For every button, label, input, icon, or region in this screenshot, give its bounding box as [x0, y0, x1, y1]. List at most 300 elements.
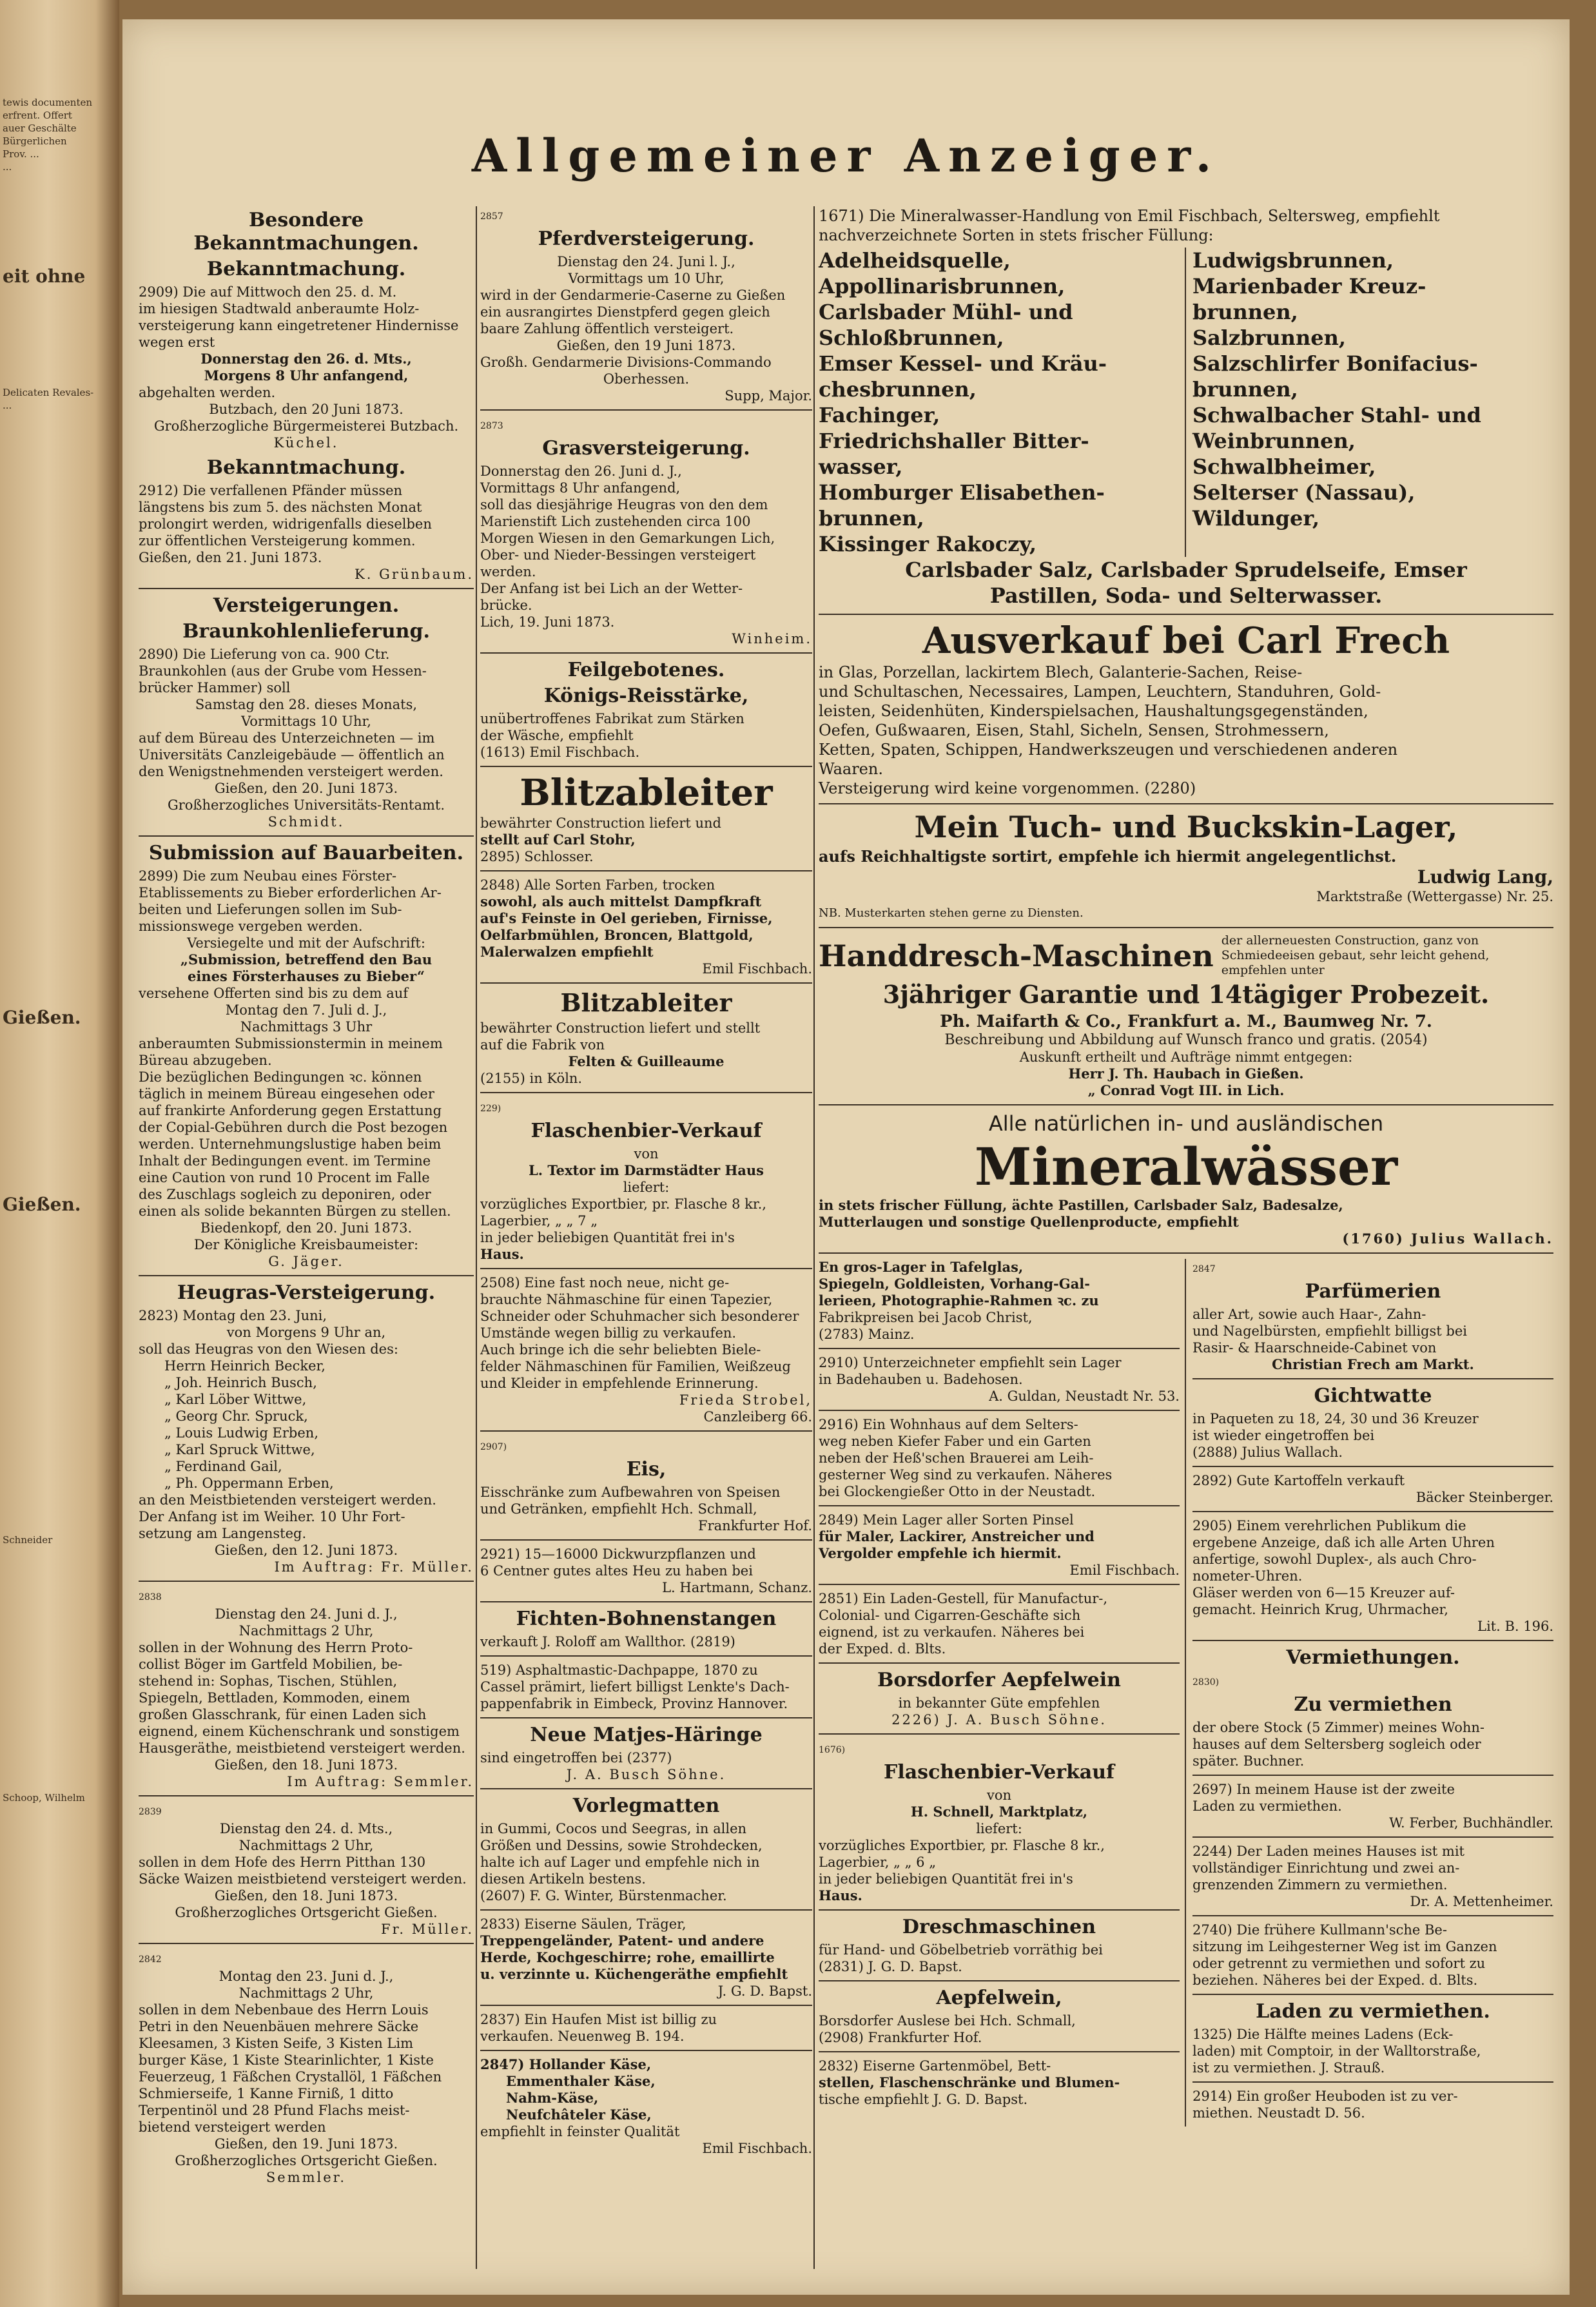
divider — [819, 803, 1553, 804]
ad-2847 — [1192, 1259, 1553, 1373]
ad-subtitle: 3jähriger Garantie und 14tägiger Probezeit. — [882, 980, 1490, 1009]
divider — [480, 1539, 812, 1541]
ad-signature: Im Auftrag: Semmler. — [287, 1774, 474, 1789]
ad-line: Nachmittags 3 Uhr — [240, 1019, 373, 1035]
section-heading: Feilgebotenes. — [567, 659, 725, 681]
ad-line: Eisschränke zum Aufbewahren von Speisen — [480, 1484, 781, 1500]
ad-line: eines Försterhauses zu Bieber“ — [188, 968, 425, 984]
ad-line: Butzbach, den 20 Juni 1873. — [209, 402, 404, 417]
ad-title: Flaschenbier-Verkauf — [884, 1761, 1114, 1784]
ad-line: beiten und Lieferungen sollen im Sub- — [139, 902, 402, 917]
spine-text: Gießen. — [3, 1007, 81, 1028]
ad-2783 — [819, 1259, 1180, 1343]
spine-text: ... — [3, 161, 12, 173]
mineral-item: Salzschlirfer Bonifacius- — [1192, 351, 1478, 376]
ad-line: stellt auf Carl Stohr, — [480, 832, 636, 848]
ad-line: von — [634, 1146, 659, 1162]
ad-signature: K. Grünbaum. — [355, 567, 474, 582]
ad-line: Waaren. — [819, 760, 883, 778]
divider — [480, 982, 812, 984]
ad-line: Kleesamen, 3 Kisten Seife, 3 Kisten Lim — [139, 2036, 413, 2051]
divider — [480, 1909, 812, 1911]
ad-line: Vormittags 8 Uhr anfangend, — [480, 480, 681, 496]
ad-2892 — [1192, 1472, 1553, 1506]
ad-2819 — [480, 1608, 812, 1650]
ad-2244 — [1192, 1843, 1553, 1910]
ad-line: Gläser werden von 6—15 Kreuzer auf- — [1192, 1585, 1455, 1601]
mineral-item: Kissinger Rakoczy, — [819, 532, 1037, 556]
ad-title: Mineralwässer — [974, 1136, 1398, 1197]
ad-line: Büreau abzugeben. — [139, 1053, 272, 1068]
ad-line: 2823) Montag den 23. Juni, — [139, 1308, 327, 1323]
ad-line: in jeder beliebigen Quantität frei in's — [480, 1230, 735, 1245]
ad-title: Aepfelwein, — [936, 1987, 1062, 2009]
ad-line: Cassel prämirt, liefert billigst Lenkte's Dach- — [480, 1679, 790, 1695]
column-2 — [480, 206, 812, 2162]
mineral-item: Selterser (Nassau), — [1192, 480, 1416, 505]
ad-2839 — [139, 1802, 474, 1938]
ad-line: miethen. Neustadt D. 56. — [1192, 2105, 1365, 2121]
ad-line: 2848) Alle Sorten Farben, trocken — [480, 877, 715, 893]
ad-signature: Frieda Strobel, — [679, 1392, 812, 1408]
ad-line: Vormittags 10 Uhr, — [241, 714, 371, 729]
ad-line: gesterner Weg sind zu verkaufen. Näheres — [819, 1467, 1113, 1483]
ad-line: 2833) Eiserne Säulen, Träger, — [480, 1916, 686, 1932]
ad-line: sind eingetroffen bei (2377) — [480, 1750, 672, 1766]
ad-line: unübertroffenes Fabrikat zum Stärken — [480, 711, 744, 726]
ad-line: der Copial-Gebühren durch die Post bezogen — [139, 1120, 448, 1135]
ad-line: empfiehlt in feinster Qualität — [480, 2124, 680, 2139]
column-divider — [476, 206, 477, 2269]
ad-title: Pferdversteigerung. — [538, 228, 755, 250]
ad-line: bewährter Construction liefert und stellt — [480, 1020, 761, 1036]
ad-line: Gießen, den 20. Juni 1873. — [214, 781, 398, 796]
ad-2697 — [1192, 1781, 1553, 1831]
ad-line: 2697) In meinem Hause ist der zweite — [1192, 1782, 1455, 1797]
ad-line: 2914) Ein großer Heuboden ist zu ver- — [1192, 2088, 1458, 2104]
ad-line: großen Glasschrank, für einen Laden sich — [139, 1707, 427, 1722]
ad-line: (2783) Mainz. — [819, 1327, 915, 1342]
ad-number: 229) — [480, 1104, 501, 1114]
ad-line: Oberhessen. — [603, 371, 690, 387]
ad-line: halte ich auf Lager und empfehle nich in — [480, 1854, 760, 1870]
ad-number: 1676) — [819, 1745, 846, 1755]
section-heading: Versteigerungen. — [213, 594, 400, 617]
ad-1671 — [819, 206, 1553, 608]
ad-line: später. Buchner. — [1192, 1753, 1305, 1769]
ad-signature: Emil Fischbach. — [1069, 1562, 1180, 1578]
ad-line: Petri in den Neuenbäuen mehrere Säcke — [139, 2019, 419, 2034]
ad-line: auf die Fabrik von — [480, 1037, 605, 1053]
ad-line: neben der Heß'schen Brauerei am Leih- — [819, 1450, 1094, 1466]
ad-line: 2916) Ein Wohnhaus auf dem Selters- — [819, 1417, 1078, 1432]
ad-number: 2907) — [480, 1442, 507, 1452]
divider — [1192, 1915, 1553, 1916]
ad-line: Borsdorfer Auslese bei Hch. Schmall, — [819, 2013, 1076, 2029]
ad-line: abgehalten werden. — [139, 385, 276, 400]
ad-title: Ausverkauf bei Carl Frech — [922, 619, 1450, 662]
ad-line: 2905) Einem verehrlichen Publikum die — [1192, 1518, 1466, 1533]
spine-text: Schoop, Wilhelm — [3, 1792, 85, 1804]
ad-title: Dreschmaschinen — [902, 1916, 1096, 1938]
ad-line: Samstag den 28. dieses Monats, — [195, 697, 418, 712]
mineral-item: Fachinger, — [819, 403, 940, 427]
ad-line: Gießen, den 18. Juni 1873. — [214, 1888, 398, 1903]
ad-line: von — [986, 1787, 1012, 1803]
ad-title: Bekanntmachung. — [206, 456, 406, 479]
ad-signature: Semmler. — [266, 2170, 347, 2185]
ad-line: collist Böger im Gartfeld Mobilien, be- — [139, 1657, 403, 1672]
ad-line: in jeder beliebigen Quantität frei in's — [819, 1871, 1073, 1887]
ad-signature: 2226) J. A. Busch Söhne. — [891, 1712, 1107, 1728]
ad-line: Herr J. Th. Haubach in Gießen. — [1068, 1066, 1304, 1082]
ad-signature: Emil Fischbach. — [702, 961, 812, 977]
mineral-item: Salzbrunnen, — [1192, 326, 1346, 350]
ad-line: Großherzogliches Universitäts-Rentamt. — [167, 797, 445, 813]
ad-519 — [480, 1662, 812, 1712]
column-3-split — [819, 1259, 1553, 2127]
ad-signature: W. Ferber, Buchhändler. — [1389, 1815, 1553, 1831]
ad-line: pappenfabrik in Eimbeck, Provinz Hannover. — [480, 1696, 788, 1711]
ad-title: Zu vermiethen — [1294, 1693, 1452, 1716]
ad-line: versehene Offerten sind bis zu dem auf — [139, 986, 409, 1001]
ad-line: Alle natürlichen in- und ausländischen — [988, 1111, 1384, 1136]
ad-line: 2892) Gute Kartoffeln verkauft — [1192, 1473, 1405, 1488]
ad-line: Ober- und Nieder-Bessingen versteigert — [480, 547, 756, 563]
ad-line: Gießen, den 21. Juni 1873. — [139, 550, 322, 565]
ad-title: Flaschenbier-Verkauf — [530, 1120, 762, 1142]
ad-line: der obere Stock (5 Zimmer) meines Wohn- — [1192, 1720, 1484, 1735]
ad-line: bei Glockengießer Otto in der Neustadt. — [819, 1484, 1096, 1499]
ad-line: Marienstift Lich zustehenden circa 100 — [480, 514, 751, 529]
ad-title: Heugras-Versteigerung. — [177, 1281, 436, 1304]
ad-line: Laden zu vermiethen. — [1192, 1798, 1342, 1814]
ad-line: beziehen. Näheres bei der Exped. d. Blts. — [1192, 1972, 1478, 1988]
ad-line: Carlsbader Salz, Carlsbader Sprudelseife, Emser — [905, 558, 1467, 582]
ad-title: Parfümerien — [1305, 1280, 1441, 1303]
divider — [480, 2005, 812, 2006]
divider — [1192, 1511, 1553, 1512]
ad-number: 2857 — [480, 211, 503, 222]
ad-line: 2851) Ein Laden-Gestell, für Manufactur-, — [819, 1591, 1108, 1606]
ad-2849 — [819, 1512, 1180, 1579]
ad-number: 2838 — [139, 1592, 162, 1602]
ad-signature: Schmidt. — [268, 814, 345, 830]
ad-line: Lit. B. 196. — [1477, 1619, 1553, 1634]
ad-title: Mein Tuch- und Buckskin-Lager, — [914, 810, 1458, 844]
ad-line: Canzleiberg 66. — [703, 1409, 812, 1425]
ad-line: Die bezüglichen Bedingungen ꝛc. können — [139, 1069, 422, 1085]
ad-line: in Badehauben u. Badehosen. — [819, 1372, 1023, 1387]
ad-2823 — [139, 1281, 474, 1575]
ad-line: „ Joh. Heinrich Busch, — [164, 1375, 317, 1390]
ad-title: Laden zu vermiethen. — [1256, 2000, 1490, 2023]
ad-line: 2912) Die verfallenen Pfänder müssen — [139, 483, 403, 498]
ad-line: Herrn Heinrich Becker, — [164, 1358, 326, 1374]
ad-line: hauses auf dem Seltersberg sogleich oder — [1192, 1737, 1481, 1752]
ad-line: „ Karl Löber Wittwe, — [164, 1392, 307, 1407]
facing-page-spine — [0, 0, 119, 2307]
ad-signature: Winheim. — [732, 631, 812, 647]
ad-line: (2607) F. G. Winter, Bürstenmacher. — [480, 1888, 727, 1903]
ad-line: Auch bringe ich die sehr beliebten Biele- — [480, 1342, 761, 1358]
ad-2912 — [139, 456, 474, 583]
mineral-item: Schloßbrunnen, — [819, 326, 1004, 350]
ad-line: und Kleider in empfehlende Erinnerung. — [480, 1376, 759, 1391]
ad-line: Universitäts Canzleigebäude — öffentlich an — [139, 747, 445, 763]
ad-line: 2890) Die Lieferung von ca. 900 Ctr. — [139, 647, 390, 662]
ad-line: Pastillen, Soda- und Selterwasser. — [989, 583, 1383, 608]
ad-line: soll das diesjährige Heugras von den dem — [480, 497, 768, 512]
ad-line: eine Caution von rund 10 Procent im Falle — [139, 1170, 430, 1185]
ad-1676 — [819, 1740, 1180, 1904]
ad-line: (2831) J. G. D. Bapst. — [819, 1959, 962, 1974]
ad-title: Eis, — [626, 1458, 667, 1481]
mineral-item: brunnen, — [1192, 377, 1298, 402]
ad-line: aufs Reichhaltigste sortirt, empfehle ich hiermit angelegentlichst. — [819, 847, 1397, 866]
ad-line: „ Louis Ludwig Erben, — [164, 1425, 318, 1441]
divider — [139, 1795, 474, 1796]
ad-line: NB. Musterkarten stehen gerne zu Diensten. — [819, 906, 1084, 920]
ad-line: Versteigerung wird keine vorgenommen. (2280) — [819, 779, 1196, 797]
divider — [819, 1252, 1553, 1254]
ad-line: versteigerung kann eingetretener Hindernisse — [139, 318, 459, 333]
divider — [480, 870, 812, 871]
ad-2226 — [819, 1669, 1180, 1728]
ad-1325 — [1192, 2000, 1553, 2076]
ad-line: „ Conrad Vogt III. in Lich. — [1087, 1082, 1285, 1098]
divider — [819, 1410, 1180, 1411]
divider — [1192, 1994, 1553, 1995]
mineral-item: Schwalbheimer, — [1192, 454, 1376, 479]
ad-2873 — [480, 416, 812, 647]
ad-line: Inhalt der Bedingungen event. im Termine — [139, 1153, 431, 1169]
ad-line: Ketten, Spaten, Schippen, Handwerkszeugen und verschiedenen anderen — [819, 741, 1398, 759]
ad-line: weg neben Kiefer Faber und ein Garten — [819, 1434, 1091, 1449]
spine-text: eit ohne — [3, 266, 86, 287]
ad-number: 2873 — [480, 421, 503, 431]
ad-line: En gros-Lager in Tafelglas, — [819, 1259, 1024, 1275]
ad-line: 2244) Der Laden meines Hauses ist mit — [1192, 1844, 1465, 1859]
ad-line: 6 Centner gutes altes Heu zu haben bei — [480, 1563, 753, 1579]
ad-line: Gießen, den 19 Juni 1873. — [556, 338, 736, 353]
divider — [1192, 1378, 1553, 1379]
ad-line: anberaumten Submissionstermin in meinem — [139, 1036, 443, 1051]
mineral-item: brunnen, — [1192, 300, 1298, 324]
ad-line: auf frankirte Anforderung gegen Erstattung — [139, 1103, 442, 1118]
ad-2909 — [139, 258, 474, 451]
ad-line: (2908) Frankfurter Hof. — [819, 2030, 982, 2045]
ad-line: 2895) Schlosser. — [480, 849, 594, 864]
ad-line: Schmierseife, 1 Kanne Firniß, 1 ditto — [139, 2086, 394, 2101]
divider — [480, 1601, 812, 1602]
ad-line: Haus. — [480, 1246, 524, 1262]
ad-line: Donnerstag den 26. Juni d. J., — [480, 463, 682, 479]
ad-title: Handdresch-Maschinen — [819, 938, 1214, 973]
divider — [819, 927, 1553, 928]
ad-1613 — [480, 685, 812, 761]
ad-line: Montag den 7. Juli d. J., — [225, 1002, 387, 1018]
ad-signature: Im Auftrag: Fr. Müller. — [274, 1559, 474, 1575]
ad-2848 — [480, 877, 812, 977]
ad-number: 2830) — [1192, 1677, 1220, 1688]
ad-2914 — [1192, 2088, 1553, 2121]
ad-signature: (1760) Julius Wallach. — [1342, 1231, 1553, 1247]
ad-title: Braunkohlenlieferung. — [182, 620, 430, 643]
divider — [480, 766, 812, 767]
ad-title: Submission auf Bauarbeiten. — [148, 842, 464, 864]
divider — [819, 1662, 1180, 1664]
ad-2280 — [819, 620, 1553, 798]
ad-line: verkauft J. Roloff am Wallthor. (2819) — [480, 1634, 735, 1650]
ad-line: Biedenkopf, den 20. Juni 1873. — [200, 1220, 413, 1236]
mineral-item: Homburger Elisabethen- — [819, 480, 1105, 505]
ad-signature: G. Jäger. — [268, 1254, 344, 1269]
divider — [480, 1717, 812, 1718]
ad-line: für Hand- und Göbelbetrieb vorräthig bei — [819, 1942, 1103, 1958]
ad-line: „ Georg Chr. Spruck, — [164, 1408, 308, 1424]
page-title: Allgemeiner Anzeiger. — [471, 129, 1221, 182]
mineral-item: Friedrichshaller Bitter- — [819, 429, 1089, 453]
spine-text: tewis documenten — [3, 97, 93, 108]
divider — [819, 2051, 1180, 2052]
ad-intro: 1671) Die Mineralwasser-Handlung von Emil Fischbach, Seltersweg, empfiehlt nachverzeichnete Sorten in stets frischer Füllung: — [819, 207, 1440, 244]
ad-line: Ph. Maifarth & Co., Frankfurt a. M., Baumweg Nr. 7. — [940, 1012, 1432, 1031]
ad-line: leisten, Seidenhüten, Kinderspielsachen, Haushaltungsgegenständen, — [819, 702, 1368, 720]
ad-line: und Getränken, empfiehlt Hch. Schmall, — [480, 1501, 757, 1517]
ad-line: zur öffentlichen Versteigerung kommen. — [139, 533, 416, 549]
spine-text: ... — [3, 400, 12, 411]
ad-line: laden) mit Comptoir, in der Walltorstraße, — [1192, 2043, 1481, 2059]
ad-signature: Emil Fischbach. — [702, 2141, 812, 2156]
ad-line: täglich in meinem Büreau eingesehen oder — [139, 1086, 434, 1102]
column-3 — [819, 206, 1553, 2127]
ad-line: 2847) Hollander Käse, — [480, 2056, 652, 2072]
ad-line: Größen und Dessins, sowie Strohdecken, — [480, 1838, 763, 1853]
ad-line: u. verzinnte u. Küchengeräthe empfiehlt — [480, 1966, 788, 1982]
ad-line: brauchte Nähmaschine für einen Tapezier, — [480, 1292, 773, 1307]
ad-line: (2888) Julius Wallach. — [1192, 1445, 1343, 1460]
ad-2921 — [480, 1546, 812, 1596]
ad-line: Versiegelte und mit der Aufschrift: — [187, 935, 425, 951]
ad-line: wird in der Gendarmerie-Caserne zu Gießen — [480, 287, 786, 303]
spine-text: Delicaten Revales- — [3, 387, 94, 398]
ad-2899 — [139, 842, 474, 1270]
spine-text: auer Geschälte — [3, 122, 77, 134]
ad-line: grenzenden Zimmern zu vermiethen. — [1192, 1877, 1448, 1893]
ad-line: nometer-Uhren. — [1192, 1568, 1303, 1584]
divider — [819, 1584, 1180, 1585]
divider — [480, 2050, 812, 2051]
ad-line: vollständiger Einrichtung und zwei an- — [1192, 1860, 1460, 1876]
ad-line: missionswege vergeben werden. — [139, 919, 363, 934]
ad-line: des Zuschlags sogleich zu deponiren, oder — [139, 1187, 431, 1202]
ad-line: 2740) Die frühere Kullmann'sche Be- — [1192, 1922, 1447, 1938]
ad-line: sollen in dem Hofe des Herrn Pitthan 130 — [139, 1854, 426, 1870]
ad-line: Montag den 23. Juni d. J., — [219, 1969, 394, 1984]
divider — [819, 1909, 1180, 1911]
ad-line: stellen, Flaschenschränke und Blumen- — [819, 2074, 1120, 2090]
ad-2508 — [480, 1274, 812, 1425]
ad-title: Fichten-Bohnenstangen — [516, 1608, 777, 1630]
ad-signature: Bäcker Steinberger. — [1416, 1490, 1553, 1505]
ad-2916 — [819, 1416, 1180, 1500]
ad-line: Marktstraße (Wettergasse) Nr. 25. — [1316, 889, 1553, 904]
ad-2837 — [480, 2011, 812, 2045]
ad-title: Grasversteigerung. — [542, 437, 750, 460]
ad-line: Mutterlaugen und sonstige Quellenproducte, empfiehlt — [819, 1214, 1239, 1230]
ad-line: 2899) Die zum Neubau eines Förster- — [139, 868, 397, 884]
ad-line: eignend, ist zu verkaufen. Näheres bei — [819, 1624, 1085, 1640]
ad-2857 — [480, 206, 812, 404]
ad-2888 — [1192, 1385, 1553, 1461]
ad-line: in bekannter Güte empfehlen — [898, 1695, 1100, 1711]
mineral-item: Ludwigsbrunnen, — [1192, 248, 1394, 273]
newspaper-page — [122, 19, 1570, 2295]
ad-line: ist wieder eingetroffen bei — [1192, 1428, 1375, 1443]
spine-text: Gießen. — [3, 1194, 81, 1215]
ad-line: 2849) Mein Lager aller Sorten Pinsel — [819, 1512, 1074, 1528]
ad-2607 — [480, 1795, 812, 1904]
divider — [139, 835, 474, 837]
ad-signature: J. A. Busch Söhne. — [566, 1767, 726, 1782]
ad-line: soll das Heugras von den Wiesen des: — [139, 1341, 398, 1357]
ad-line: in stets frischer Füllung, ächte Pastillen, Carlsbader Salz, Badesalze, — [819, 1197, 1343, 1213]
ad-line: in Paqueten zu 18, 24, 30 und 36 Kreuzer — [1192, 1411, 1479, 1426]
ad-line: Frankfurter Hof. — [698, 1518, 812, 1533]
ad-line: den Wenigstnehmenden versteigert werden. — [139, 764, 443, 779]
spine-text: Prov. ... — [3, 148, 39, 160]
ad-line: vorzügliches Exportbier, pr. Flasche 8 kr., — [480, 1196, 766, 1212]
ad-line: Malerwalzen empfiehlt — [480, 944, 654, 960]
column-divider — [813, 206, 815, 2269]
ad-line: Fabrikpreisen bei Jacob Christ, — [819, 1310, 1033, 1325]
ad-line: Gießen, den 19. Juni 1873. — [214, 2136, 398, 2152]
ad-line: Spiegeln, Goldleisten, Vorhang-Gal- — [819, 1276, 1091, 1292]
ad-tuchlager — [819, 810, 1553, 922]
ad-2851 — [819, 1590, 1180, 1657]
ad-line: Etablissements zu Bieber erforderlichen Ar- — [139, 885, 442, 900]
ad-title: Vorlegmatten — [572, 1795, 720, 1817]
divider — [819, 1104, 1553, 1105]
ad-line: gemacht. Heinrich Krug, Uhrmacher, — [1192, 1602, 1448, 1617]
ad-line: im hiesigen Stadtwald anberaumte Holz- — [139, 301, 420, 316]
ad-line: einen als solide bekannten Bürgen zu stellen. — [139, 1203, 451, 1219]
ad-line: Lich, 19. Juni 1873. — [480, 614, 615, 630]
ad-signature: A. Guldan, Neustadt Nr. 53. — [989, 1388, 1180, 1404]
ad-line: Auskunft ertheilt und Aufträge nimmt entgegen: — [1019, 1049, 1353, 1065]
ad-2842 — [139, 1949, 474, 2186]
ad-line: Nachmittags 2 Uhr, — [238, 1623, 374, 1639]
divider — [1192, 1466, 1553, 1467]
divider — [139, 588, 474, 589]
ad-line: sowohl, als auch mittelst Dampfkraft — [480, 893, 762, 910]
divider — [1192, 2081, 1553, 2083]
ad-title: Borsdorfer Aepfelwein — [877, 1669, 1121, 1691]
spine-text: erfrent. Offert — [3, 110, 72, 121]
ad-line: der allerneuesten Construction, ganz von Schmiedeeisen gebaut, sehr leicht gehend, empfehlen unter — [1221, 933, 1490, 977]
mineral-item: Adelheidsquelle, — [819, 248, 1011, 273]
ad-line: Feuerzeug, 1 Fäßchen Crystallöl, 1 Fäßchen — [139, 2069, 442, 2085]
ad-line: 2837) Ein Haufen Mist ist billig zu — [480, 2012, 717, 2027]
ad-line: Treppengeländer, Patent- und andere — [480, 1932, 764, 1949]
ad-signature: L. Hartmann, Schanz. — [662, 1580, 812, 1595]
ad-line: Hausgeräthe, meistbietend versteigert werden. — [139, 1740, 465, 1756]
divider — [819, 1980, 1180, 1981]
ad-line: Großherzogliches Ortsgericht Gießen. — [175, 2153, 438, 2168]
ad-2833 — [480, 1916, 812, 2000]
ad-line: setzung am Langensteg. — [139, 1526, 307, 1541]
